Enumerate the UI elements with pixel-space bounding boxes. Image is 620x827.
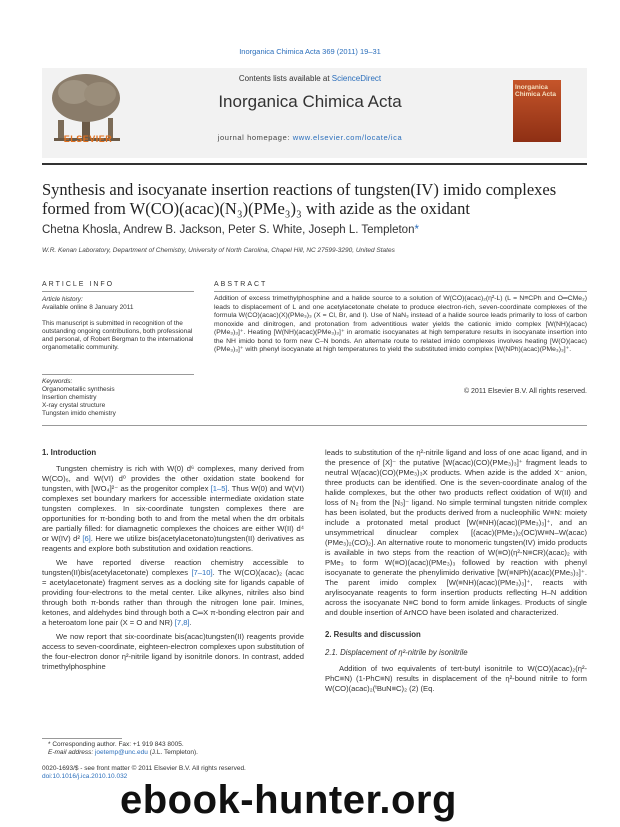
reference-link[interactable]: [7–10] — [191, 568, 213, 577]
watermark-text: ebook-hunter.org — [120, 778, 457, 822]
sciencedirect-link[interactable]: ScienceDirect — [331, 74, 382, 83]
author-list — [42, 224, 587, 236]
intro-p2-end: . — [189, 618, 192, 627]
reference-link[interactable]: [7,8] — [174, 618, 190, 627]
right-paragraph-2: Addition of two equivalents of tert-butyl isonitrile to W(CO)(acac)₂(η²-PhC≡N) (1-PhC≡N) results in displacement of the η²-bound nitrile to form W(CO)(acac)₂(ᵗBuN≡C)₂ (2) (Eq. — [325, 664, 587, 693]
contents-prefix: Contents lists available at — [238, 74, 332, 83]
intro-paragraph-2 — [42, 558, 304, 628]
keywords-label: Keywords: — [42, 378, 73, 385]
reference-link[interactable]: [1–5] — [210, 484, 228, 493]
abstract-rule — [214, 291, 587, 292]
keyword-item: X-ray crystal structure — [42, 402, 106, 409]
reference-link[interactable]: [6] — [82, 534, 91, 543]
author-names: Chetna Khosla, Andrew B. Jackson, Peter S. White, Joseph L. Templeton — [42, 224, 415, 236]
article-title: Synthesis and isocyanate insertion reactions of tungsten(IV) imido complexes formed from W(CO)(acac)(N₃)(PMe₃)₃ with azide as the oxidant — [42, 180, 557, 218]
intro-p2-text: We have reported diverse reaction chemistry accessible to tungsten(II)bis(acetylacetonate) complexes — [42, 558, 304, 577]
corresponding-author-mark[interactable]: * — [414, 224, 419, 236]
intro-paragraph-3: We now report that six-coordinate bis(acac)tungsten(II) reagents provide access to seven-coordinate, eighteen-electron complexes upon substitution of the four-electron donor η²-nitrile ligand by isonitrile donors. In contrast, added trimethylphosphine — [42, 632, 304, 671]
dedication-note: This manuscript is submitted in recognition of the outstanding ongoing contributions, both professional and personal, of Robert Bergman to the international organometallic community. — [42, 320, 194, 351]
journal-homepage — [160, 133, 460, 142]
intro-p1-end: . Here we utilize bis(acetylacetonato)tungsten(II) derivatives as reagents and explore both substitution and oxidation reactions. — [42, 534, 304, 553]
publisher-logo-text: ELSEVIER — [63, 134, 113, 144]
results-heading: 2. Results and discussion — [325, 630, 421, 639]
abstract-text: Addition of excess trimethylphosphine and a halide source to a solution of W(CO)(acac)₂(η²-L) (L = N≡CPh and O═CMe₂) leads to displacement of L and one acetylacetonate chelate to produce electron-rich, seven-coordinate complexes of the formula W(CO)(acac)(X)(PMe₃)₃ (X = Cl, Br, and I). Use of NaN₃ instead of a halide source leads primarily to loss of carbon monoxide and dinitrogen, and protonation from adventitious water yields the cationic imido complex [W(NH)(acac)(PMe₃)₃]⁺. Heating [W(NH)(acac)(PMe₃)₃]⁺ in aromatic isocyanates at high temperature results in isocyanate insertion into the NH imido bond to form new C–N bonds. An alternate route to related imido complexes involves heating [W(O)(acac)(PMe₃)₃]⁺ with phenyl isocyanate at high temperatures to yield the substituted imido complex [W(NPh)(acac)(PMe₃)₃]⁺. — [214, 295, 587, 353]
intro-p1-text: Tungsten chemistry is rich with W(0) d⁶ complexes, many derived from W(CO)₆, and W(VI) d⁰ provides the other oxidation state bookend for tungsten, with [WO₄]²⁻ as the progenitor complex — [42, 464, 304, 493]
history-value: Available online 8 January 2011 — [42, 304, 134, 311]
issn-line: 0020-1693/$ - see front matter © 2011 Elsevier B.V. All rights reserved. — [42, 765, 246, 772]
keyword-item: Tungsten imido chemistry — [42, 410, 116, 417]
right-column — [325, 448, 587, 694]
body-rule — [42, 425, 587, 426]
keywords-rule — [42, 374, 194, 375]
affiliation: W.R. Kenan Laboratory, Department of Chemistry, University of North Carolina, Chapel Hill, NC 27599-3290, United States — [42, 247, 395, 254]
keyword-item: Insertion chemistry — [42, 394, 97, 401]
keywords-block — [42, 378, 194, 418]
intro-p1-rest: . Thus W(0) and W(VI) complexes set boundary markers for accessible intermediate oxidation state tungsten complexes. In six-coordinate tungsten complexes there are opportunities for π-bonding both to and from the metal when the dπ orbitals are partially filled: for diamagnetic complexes the choices are either W(II) d⁴ or W(IV) d² — [42, 484, 304, 543]
history-label: Article history: — [42, 296, 83, 303]
intro-heading: 1. Introduction — [42, 448, 97, 457]
email-label: E-mail address: — [48, 749, 95, 756]
journal-cover-title: Inorganica Chimica Acta — [515, 84, 556, 98]
keyword-item: Organometallic synthesis — [42, 386, 115, 393]
email-suffix: (J.L. Templeton). — [147, 749, 198, 756]
corresponding-author-note: * Corresponding author. Fax: +1 919 843 8005. — [48, 741, 184, 748]
journal-citation[interactable]: Inorganica Chimica Acta 369 (2011) 19–31 — [239, 47, 381, 56]
copyright-line: © 2011 Elsevier B.V. All rights reserved. — [463, 388, 587, 395]
right-paragraph-1: leads to substitution of the η²-nitrile ligand and loss of one acac ligand, and in the presence of [X]⁻ the putative [W(acac)(CO)(PMe₃)₃]⁺ fragment leads to neutral W(acac)(CO)(PMe₃)₃X products. When azide is the added X⁻ anion, three products can be identified. One is the seven-coordinate analog of the halide complexes, but the other two products reflect oxidation of W(II) and loss of N₂ from the [N₃]⁻ ligand. No simple terminal tungsten nitride complex has been isolated, but the products derived from a nucleophilic W≡N: moiety include a protonated metal product [W(≡NH)(acac)(PMe₃)₃]⁺, and an unsymmetrical dinuclear complex [(acac)(PMe₃)₂(OC)W≡N–W(acac)(PMe₃)₂(CO)₂]. An alternative route to monomeric tungsten(IV) imido products is available in two steps from the reaction of W(≡O)(η²-N≡CR)(acac)₂ with PMe₃ to form W(≡O)(acac)(PMe₃)₃ followed by reaction with phenyl isocyanate to generate the phenylimido derivative [W(≡NPh)(acac)(PMe₃)₃]⁺. The parent imido complex [W(≡NH)(acac)(PMe₃)₃]⁺, reacts with arylisocyanate reagents to form insertion products reflecting H–N addition across the isocyanate N≡C bond to form amide linkages. Products of single and double insertion of ArNCO have been isolated and characterized. — [325, 448, 587, 617]
homepage-link[interactable]: www.elsevier.com/locate/ica — [292, 133, 403, 142]
subsection-heading: 2.1. Displacement of η²-nitrile by isonitrile — [325, 648, 468, 657]
contents-line — [160, 74, 460, 83]
homepage-prefix: journal homepage: — [217, 133, 293, 142]
left-column — [42, 448, 304, 672]
email-link[interactable]: joetemp@unc.edu — [94, 749, 148, 756]
doi-link[interactable]: doi:10.1016/j.ica.2010.10.032 — [42, 773, 128, 780]
journal-name: Inorganica Chimica Acta — [218, 92, 402, 111]
footnote-rule — [42, 738, 122, 739]
article-info-rule — [42, 291, 194, 292]
header-rule — [42, 163, 587, 165]
article-info-heading: ARTICLE INFO — [42, 281, 115, 288]
intro-p2-rest: . The W(CO)(acac)₂ (acac = acetylacetonate) fragment serves as a docking site for ligands capable of providing four-electrons to the metal center. Like alkynes, nitriles also bind through both π-bonds rather than through the nitrogen lone pair. Imines, ketones, and aldehydes bind through both a C═X π-bonding electron pair and a heteroatom lone pair (X = O and NR) — [42, 568, 304, 627]
footnote — [48, 741, 308, 757]
abstract-heading: ABSTRACT — [214, 281, 268, 288]
article-history — [42, 296, 194, 312]
intro-paragraph-1 — [42, 464, 304, 554]
